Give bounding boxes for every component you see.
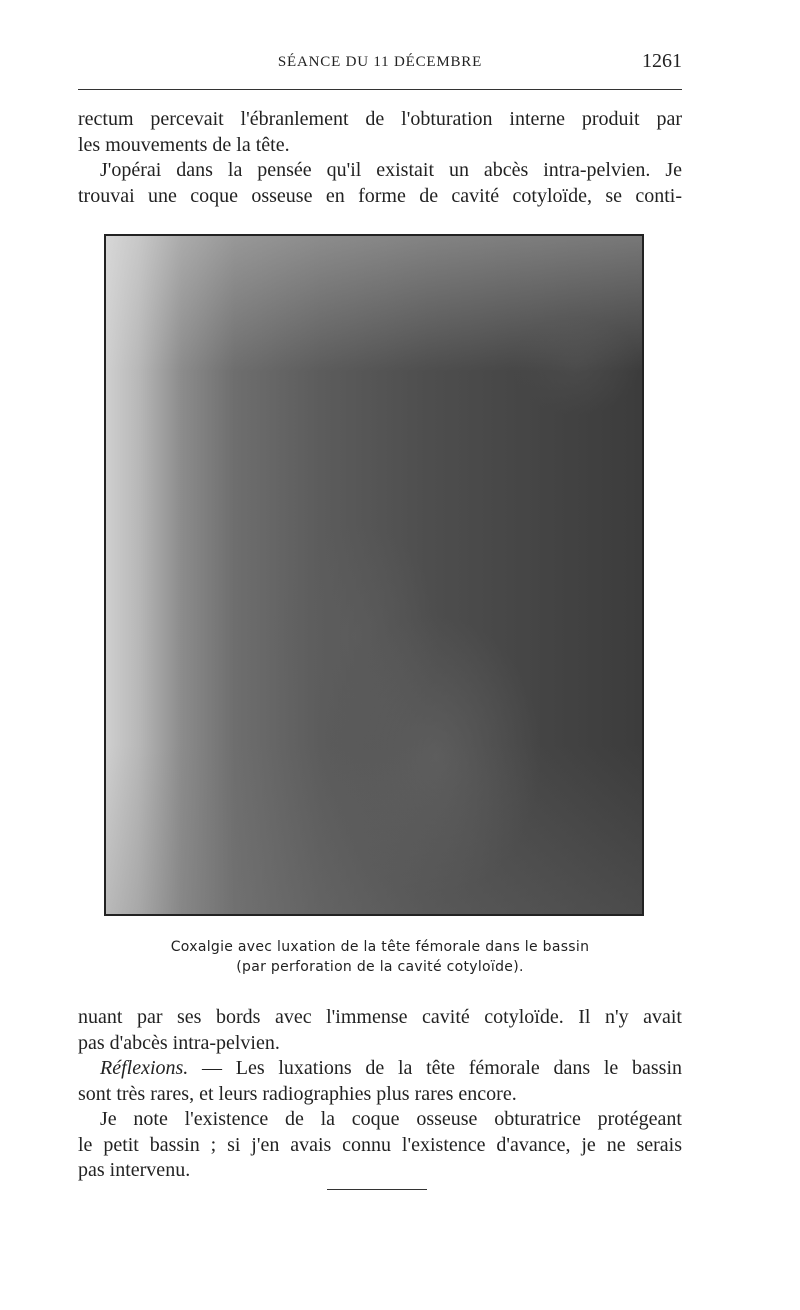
end-rule [327,1189,427,1190]
text-line: les mouvements de la tête. [78,133,290,156]
header-title: SÉANCE DU 11 DÉCEMBRE [277,54,483,70]
paragraph-3 [78,1005,682,1056]
radiograph-figure [104,234,644,916]
paragraph-5 [78,1107,682,1184]
text-line: Je note l'existence de la coque osseuse obturatrice protégeant [100,1108,682,1130]
paragraph-4 [78,1056,682,1107]
page-number: 1261 [642,50,682,72]
text-line: pas d'abcès intra-pelvien. [78,1031,280,1054]
caption-line-1: Coxalgie avec luxation de la tête fémorale dans le bassin [170,939,590,955]
paragraph-2 [78,158,682,209]
figure-caption [78,937,682,977]
header-rule [78,89,682,90]
text-line: nuant par ses bords avec l'immense cavité cotyloïde. Il n'y avait [78,1006,682,1028]
caption-line-2: (par perforation de la cavité cotyloïde). [236,959,524,975]
text-line: rectum percevait l'ébranlement de l'obturation interne produit par [78,108,682,130]
text-line: le petit bassin ; si j'en avais connu l'existence d'avance, je ne serais [78,1133,682,1156]
running-header [78,50,682,76]
text-line: sont très rares, et leurs radiographies plus rares encore. [78,1082,517,1105]
text-line: trouvai une coque osseuse en forme de cavité cotyloïde, se conti- [78,184,682,207]
text-line-rest: — Les luxations de la tête fémorale dans le bassin [188,1057,682,1079]
radiograph-shading [106,236,642,914]
reflexions-heading: Réflexions. [100,1057,189,1079]
paragraph-1 [78,107,682,158]
text-line [78,1056,682,1082]
text-line: pas intervenu. [78,1159,191,1181]
text-line: J'opérai dans la pensée qu'il existait un abcès intra-pelvien. Je [100,159,682,181]
